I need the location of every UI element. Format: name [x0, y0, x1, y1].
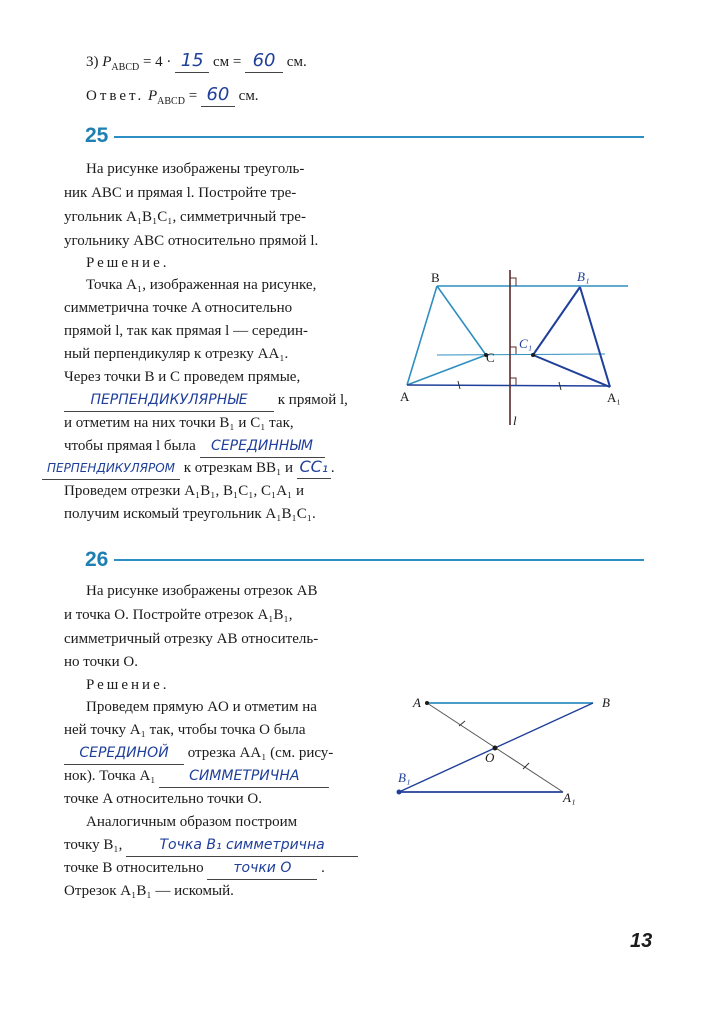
solution-25-line: Проведем отрезки A₁B₁, B₁C₁, C₁A₁ и: [64, 483, 305, 499]
hw-answer-value: 60: [201, 84, 235, 107]
item-number: 3): [86, 54, 103, 70]
line-cc1: [437, 354, 605, 355]
point-b1: [397, 790, 402, 795]
calc-line: [86, 50, 307, 79]
dot: .: [321, 860, 325, 876]
hw-simmetrichna: СИММЕТРИЧНА: [159, 765, 329, 788]
solution-25-line: ный перпендикуляр к отрезку AA₁.: [64, 346, 289, 362]
label-b1: B₁: [398, 770, 411, 785]
unit-text-2: см.: [283, 54, 307, 70]
hw-seredinoy: СЕРЕДИНОЙ: [64, 742, 184, 765]
task-26-line: На рисунке изображены отрезок AB: [86, 583, 318, 599]
solution-26-line-sym: [64, 765, 329, 788]
hw-seredinnym: СЕРЕДИННЫМ: [200, 435, 325, 458]
solution-25-line-perp: [64, 389, 348, 412]
solution-26-line: Проведем прямую AO и отметим на: [86, 699, 317, 715]
label-c1: C₁: [519, 336, 533, 351]
solution-26-line-point: [64, 834, 358, 857]
line3-rest: отрезка AA₁ (см. рису-: [187, 745, 334, 761]
side-b1a1: [580, 287, 610, 387]
hw-side-value: 15: [175, 50, 209, 73]
task-25-line: ник ABC и прямая l. Постройте тре-: [64, 185, 297, 201]
solution-26-line: Аналогичным образом построим: [86, 814, 298, 830]
section-26-number: 26: [85, 548, 109, 571]
solution-26-line: Отрезок A₁B₁ — искомый.: [64, 883, 234, 899]
label-a1: A₁: [607, 390, 621, 405]
hw-perpendicular: ПЕРПЕНДИКУЛЯРНЫЕ: [64, 389, 274, 412]
solution-26-line-mid: [64, 742, 333, 765]
solution-25-line: Через точки B и C проведем прямые,: [64, 369, 301, 385]
answer-eq: =: [184, 88, 201, 104]
solution-25-line: Точка A₁, изображенная на рисунке,: [86, 277, 317, 293]
answer-perimeter-symbol: P: [147, 88, 158, 104]
label-b: B: [602, 695, 610, 710]
answer-perimeter-subscript: ABCD: [157, 96, 185, 107]
answer-line: [86, 84, 259, 113]
solution-25-line: симметрична точке A относительно: [64, 300, 293, 316]
perimeter-symbol: P: [102, 54, 112, 70]
side-b1c1: [533, 287, 580, 355]
line7-start: точку B₁,: [64, 837, 123, 853]
right-angle-marks: [510, 278, 516, 385]
section-26-rule: [114, 559, 644, 561]
task-26-line: но точки O.: [64, 654, 138, 670]
hw-perpendikulyarom: ПЕРПЕНДИКУЛЯРОМ: [42, 457, 180, 480]
label-c: C: [486, 350, 495, 365]
task-25-line: угольнику ABC относительно прямой l.: [64, 233, 319, 249]
segment-aa1: [407, 385, 610, 386]
solution-26-line-pointo: [64, 857, 325, 880]
point-c1: [531, 353, 535, 357]
hw-cc1: CC₁: [297, 456, 331, 479]
after-perp-text: к прямой l,: [277, 392, 348, 408]
equation-text: = 4 ·: [139, 54, 176, 70]
side-ab: [407, 286, 437, 385]
line4-start: нок). Точка A₁: [64, 768, 156, 784]
label-o: O: [485, 750, 495, 765]
k-otr-text: к отрезкам BB₁ и: [183, 460, 294, 476]
hw-tochki-o: точки O: [207, 857, 317, 880]
solution-25-line-k-otr: [42, 456, 335, 480]
dot: .: [330, 460, 335, 476]
solution-26-line: ней точку A₁ так, чтобы точка O была: [64, 722, 306, 738]
side-ac: [407, 355, 486, 385]
label-a: A: [400, 389, 410, 404]
task-26-line: симметричный отрезку AB относитель-: [64, 631, 319, 647]
answer-unit: см.: [238, 88, 259, 104]
page-number: 13: [630, 930, 653, 952]
solution-label-25: Решение.: [86, 255, 170, 271]
solution-label-26: Решение.: [86, 677, 170, 693]
task-26-line: и точка O. Постройте отрезок A₁B₁,: [64, 607, 293, 623]
answer-label: Ответ.: [86, 88, 145, 104]
solution-25-line-chtoby: [64, 435, 325, 458]
figure-26: [395, 690, 620, 810]
solution-25-line: прямой l, так как прямая l — середин-: [64, 323, 308, 339]
task-25-line: угольник A₁B₁C₁, симметричный тре-: [64, 209, 306, 225]
side-c1a1: [533, 355, 610, 387]
solution-25-line: и отметим на них точки B₁ и C₁ так,: [64, 415, 294, 431]
solution-25-line: получим искомый треугольник A₁B₁C₁.: [64, 506, 316, 522]
unit-text: см =: [209, 54, 246, 70]
label-b: B: [431, 270, 440, 285]
section-25-rule: [114, 136, 644, 138]
task-25-line: На рисунке изображены треуголь-: [86, 161, 305, 177]
label-b1: B₁: [577, 269, 590, 284]
figure-25: [395, 265, 640, 435]
label-a1: A₁: [563, 790, 576, 805]
perimeter-subscript: ABCD: [111, 62, 140, 73]
hw-tochka-b1: Точка B₁ симметрична: [126, 834, 358, 857]
hw-result-value: 60: [245, 50, 283, 73]
tick-mark: [459, 721, 465, 726]
point-a: [425, 701, 429, 705]
line8-start: точке B относительно: [64, 860, 204, 876]
label-l: l: [513, 413, 517, 428]
label-a: A: [413, 695, 421, 710]
section-25-number: 25: [85, 124, 109, 147]
chtoby-text: чтобы прямая l была: [64, 438, 196, 454]
solution-26-line: точке A относительно точки O.: [64, 791, 263, 807]
side-bc: [437, 286, 486, 355]
